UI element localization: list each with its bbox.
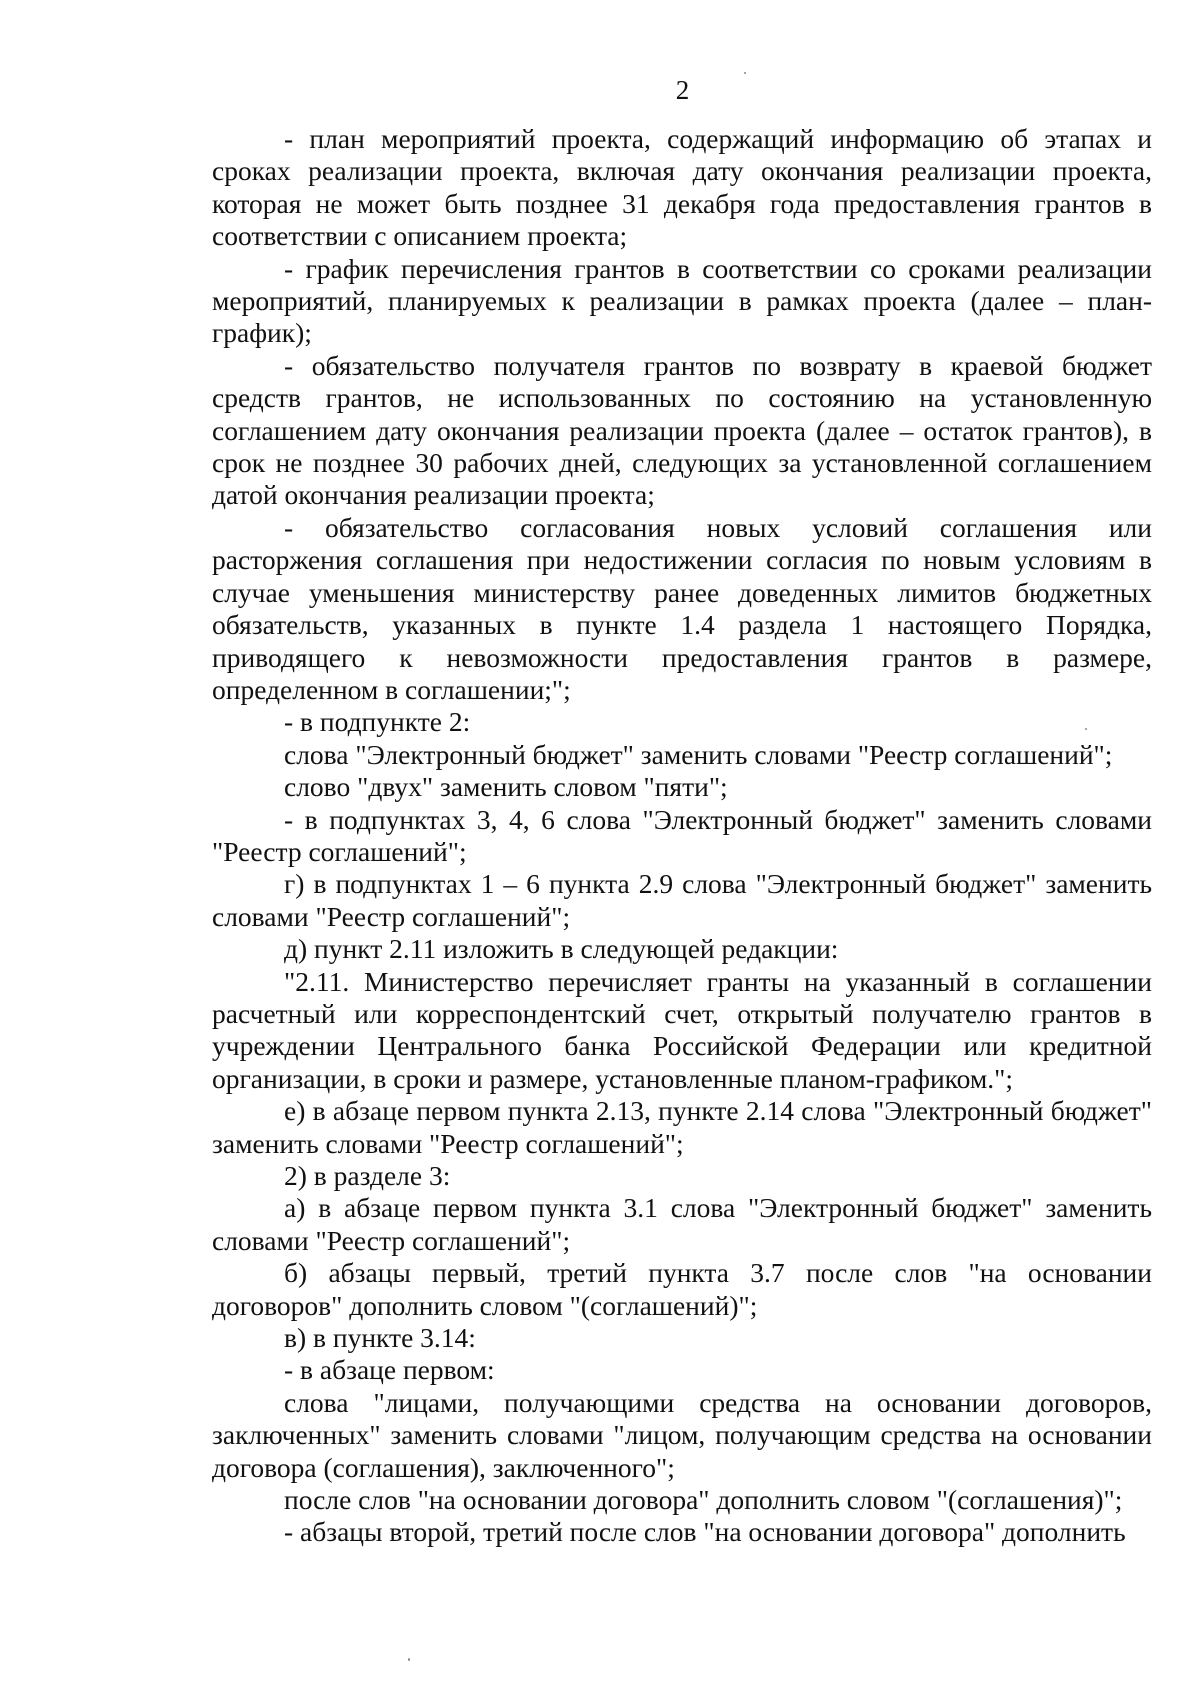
paragraph-10: д) пункт 2.11 изложить в следующей редакции: bbox=[284, 933, 839, 965]
paragraph-16: в) в пункте 3.14: bbox=[284, 1322, 476, 1354]
paragraph-2: - график перечисления грантов в соответствии со сроками реализации мероприятий, планируемых к реализации в рамках проекта (далее – план-график); bbox=[212, 252, 1152, 349]
paragraph-6: слова "Электронный бюджет" заменить словами "Реестр соглашений"; bbox=[284, 738, 1113, 770]
paragraph-5: - в подпункте 2: bbox=[284, 706, 471, 738]
scan-speck bbox=[1085, 728, 1087, 730]
scan-speck bbox=[744, 72, 746, 74]
paragraph-1: - план мероприятий проекта, содержащий информацию об этапах и сроках реализации проекта, включая дату окончания реализации проекта, которая не может быть позднее 31 декабря года предоставления грантов в соответствии с описанием проекта; bbox=[212, 123, 1152, 252]
page-number: 2 bbox=[675, 75, 690, 105]
paragraph-12: е) в абзаце первом пункта 2.13, пункте 2.14 слова "Электронный бюджет" заменить словами "Реестр соглашений"; bbox=[212, 1095, 1152, 1159]
paragraph-4: - обязательство согласования новых условий соглашения или расторжения соглашения при недостижении согласия по новым условиям в случае уменьшения министерству ранее доведенных лимитов бюджетных обязательств, указанных в пункте 1.4 раздела 1 настоящего Порядка, приводящего к невозможности предоставления грантов в размере, определенном в соглашении;"; bbox=[212, 511, 1152, 705]
paragraph-3: - обязательство получателя грантов по возврату в краевой бюджет средств грантов, не использованных по состоянию на установленную соглашением дату окончания реализации проекта (далее – остаток грантов), в срок не позднее 30 рабочих дней, следующих за установленной соглашением датой окончания реализации проекта; bbox=[212, 349, 1152, 511]
document-body bbox=[212, 123, 1152, 1549]
paragraph-8: - в подпунктах 3, 4, 6 слова "Электронный бюджет" заменить словами "Реестр соглашений"; bbox=[212, 803, 1152, 867]
paragraph-17: - в абзаце первом: bbox=[284, 1354, 495, 1386]
paragraph-7: слово "двух" заменить словом "пяти"; bbox=[284, 771, 728, 803]
paragraph-15: б) абзацы первый, третий пункта 3.7 после слов "на основании договоров" дополнить словом "(соглашений)"; bbox=[212, 1257, 1152, 1321]
paragraph-11: "2.11. Министерство перечисляет гранты на указанный в соглашении расчетный или корреспондентский счет, открытый получателю грантов в учреждении Центрального банка Российской Федерации или кредитной организации, в сроки и размере, установленные планом-графиком."; bbox=[212, 965, 1152, 1094]
paragraph-13: 2) в разделе 3: bbox=[284, 1160, 451, 1191]
paragraph-19: после слов "на основании договора" дополнить словом "(соглашения)"; bbox=[284, 1484, 1123, 1516]
paragraph-14: а) в абзаце первом пункта 3.1 слова "Электронный бюджет" заменить словами "Реестр соглашений"; bbox=[212, 1192, 1152, 1256]
scan-speck bbox=[408, 1658, 410, 1661]
paragraph-18: слова "лицами, получающими средства на основании договоров, заключенных" заменить словами "лицом, получающим средства на основании договора (соглашения), заключенного"; bbox=[212, 1386, 1152, 1483]
paragraph-9: г) в подпунктах 1 – 6 пункта 2.9 слова "Электронный бюджет" заменить словами "Реестр соглашений"; bbox=[212, 868, 1152, 932]
paragraph-20: - абзацы второй, третий после слов "на основании договора" дополнить bbox=[284, 1516, 1126, 1548]
